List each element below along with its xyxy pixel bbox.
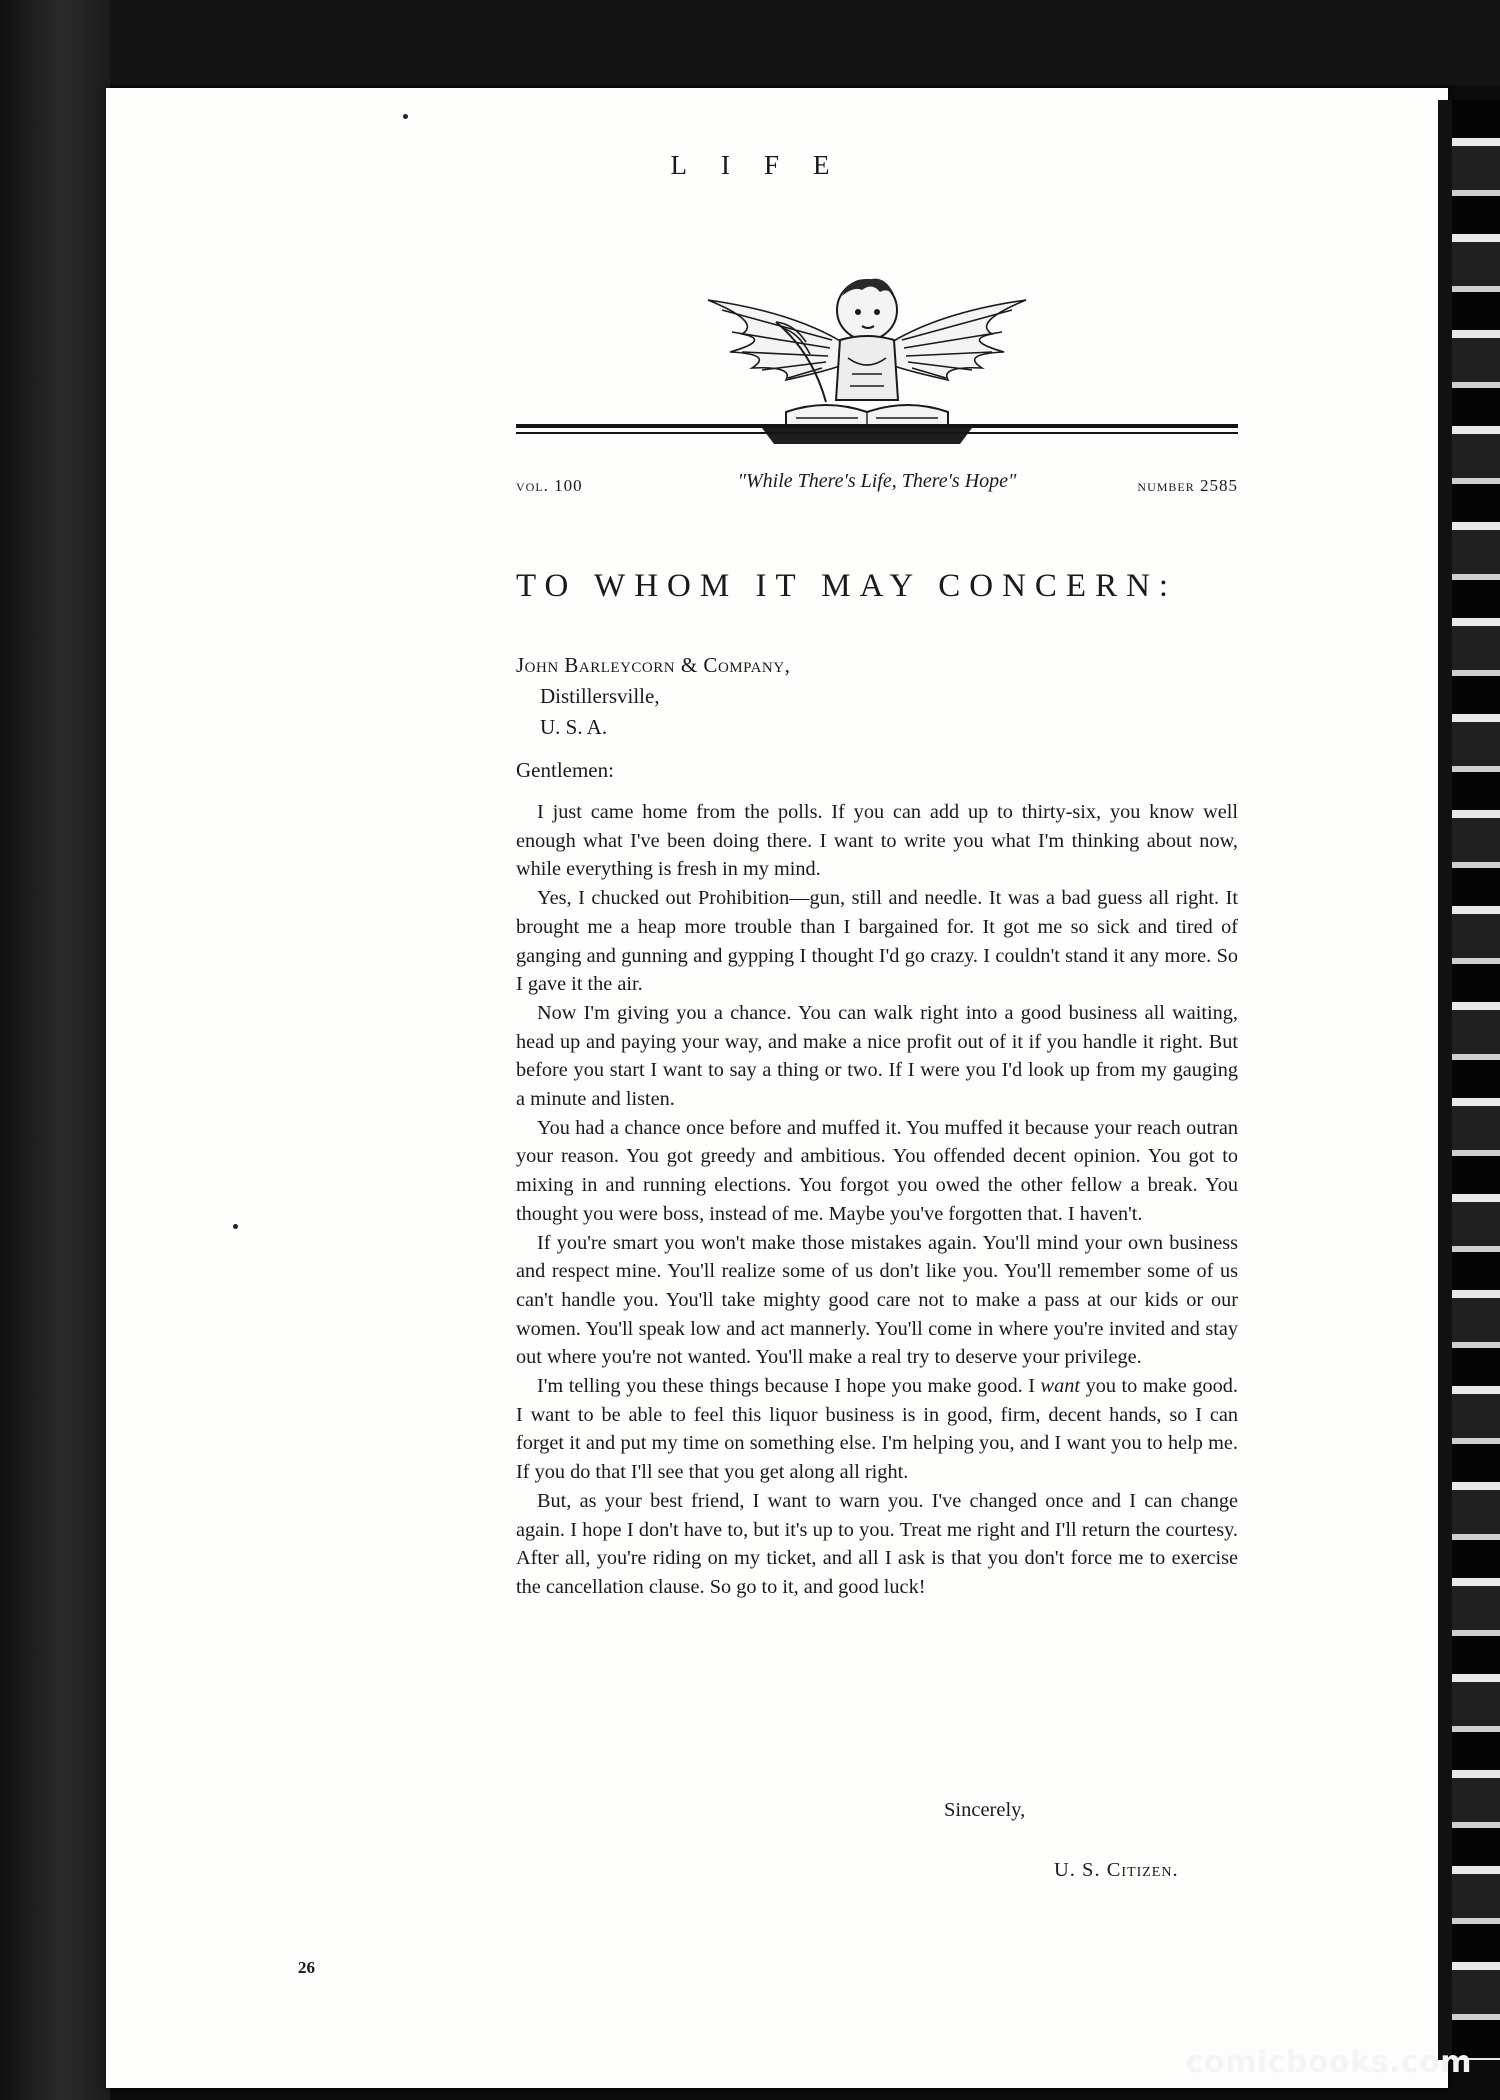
- scan-background-left: [0, 0, 110, 2100]
- page-number: 26: [298, 1958, 315, 1977]
- masthead-rule: [516, 424, 1238, 440]
- paragraph: Yes, I chucked out Prohibition—gun, still and needle. It was a bad guess all right. It brought me a heap more trouble than I bargained for. It got me so sick and tired of ganging and gunning and gypping I thought I'd go crazy. I couldn't stand it any more. So I gave it the air.: [516, 887, 1238, 996]
- magazine-motto: "While There's Life, There's Hope": [737, 470, 1017, 492]
- letter-signoff: Sincerely,: [944, 1799, 1026, 1821]
- issue-number: number 2585: [1137, 476, 1238, 495]
- article-headline: TO WHOM IT MAY CONCERN:: [516, 568, 1178, 604]
- address-line-city: Distillersville,: [540, 684, 660, 708]
- address-line-company: John Barleycorn & Company,: [516, 653, 791, 677]
- rule-line-thick: [516, 424, 1238, 428]
- letter-body: [516, 798, 1238, 1602]
- paragraph: You had a chance once before and muffed it. You muffed it because your reach outran your reason. You got greedy and ambitious. You offended decent opinion. You got to mixing in and running elections. You forgot you owed the other fellow a break. You thought you were boss, instead of me. Maybe you've forgotten that. I haven't.: [516, 1116, 1238, 1225]
- dust-speck: [403, 114, 408, 119]
- address-block: [516, 650, 790, 743]
- paragraph: [516, 1372, 1238, 1487]
- emphasized-word: want: [1040, 1375, 1080, 1398]
- paragraph: If you're smart you won't make those mistakes again. You'll mind your own business and respect mine. You'll realize some of us don't like you. You'll remember some of us can't handle you. You'll take mighty good care not to make a pass at our kids or our women. You'll speak low and act mannerly. You'll come in where you're invited and stay out where you're not wanted. You'll make a real try to deserve your privilege.: [516, 1231, 1238, 1369]
- paragraph: But, as your best friend, I want to warn you. I've changed once and I can change again. I hope I don't have to, but it's up to you. Treat me right and I'll return the courtesy. After all, you're riding on my ticket, and all I ask is that you don't force me to exercise the cancellation clause. So go to it, and good luck!: [516, 1489, 1238, 1598]
- page-gutter: [1438, 100, 1452, 2060]
- volume-label: vol. 100: [516, 476, 583, 495]
- address-line-country: U. S. A.: [540, 715, 608, 739]
- watermark-logo: comicbooks.com: [1185, 2045, 1472, 2080]
- scan-background-top: [0, 0, 1500, 85]
- dust-speck: [233, 1224, 238, 1229]
- paragraph-text: I'm telling you these things because I hope you make good. I: [537, 1375, 1041, 1398]
- paragraph-text: you to make good. I want to be able to feel this liquor business is in good, firm, decent hands, so I can forget it and put my time on something else. I'm helping you, and I want you to help me. If you do that I'll see that you get along all right.: [516, 1375, 1239, 1484]
- paragraph: I just came home from the polls. If you can add up to thirty-six, you know well enough what I've been doing there. I want to write you what I'm thinking about now, while everything is fresh in my mind.: [516, 801, 1238, 881]
- masthead-title: LIFE: [670, 150, 864, 180]
- issue-line: [516, 470, 1238, 496]
- letter-salutation: Gentlemen:: [516, 758, 614, 782]
- rule-line-thin: [516, 432, 1238, 434]
- letter-signature: U. S. Citizen.: [1054, 1859, 1179, 1881]
- paragraph: Now I'm giving you a chance. You can walk right into a good business all waiting, head up and paying your way, and make a nice profit out of it if you handle it right. But before you start I want to say a thing or two. If I were you I'd look up from my gauging a minute and listen.: [516, 1001, 1238, 1111]
